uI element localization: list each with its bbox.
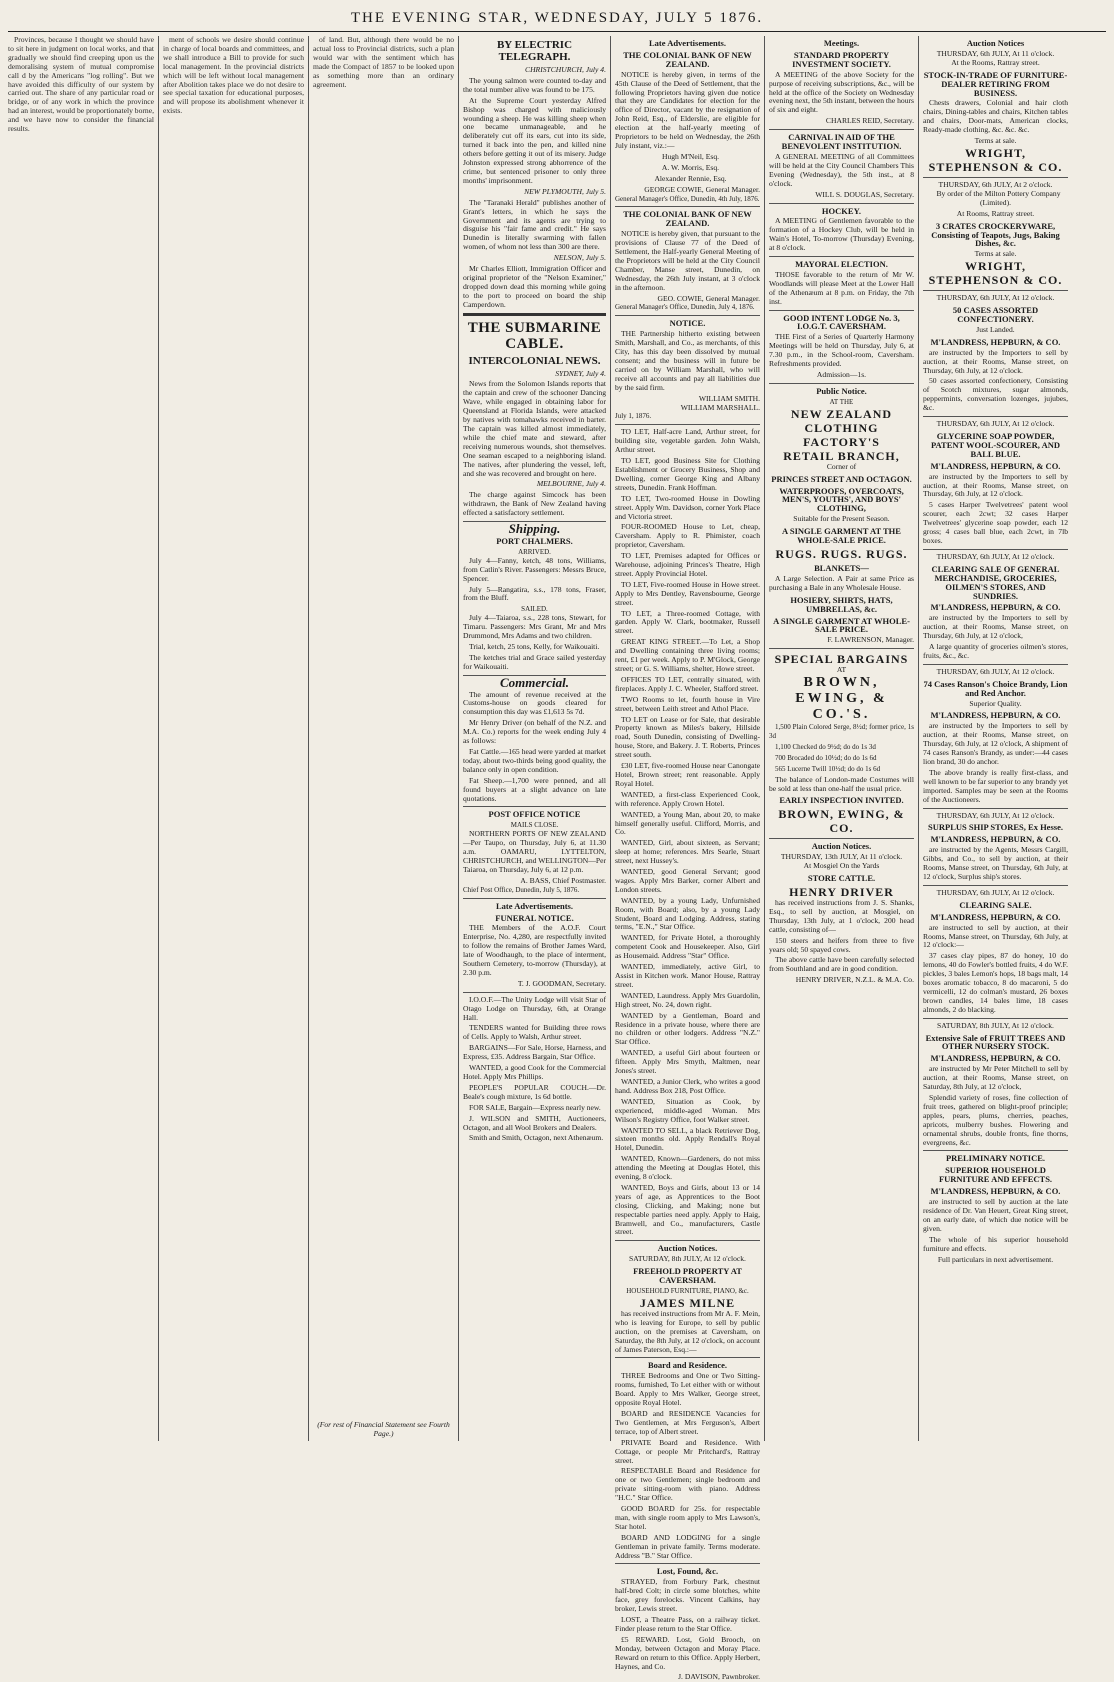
commercial-item: Mr Henry Driver (on behalf of the N.Z. and M.A. Co.) reports for the week ending July 4 as follows: — [463, 718, 606, 746]
divider — [463, 313, 606, 316]
shipping-item: Trial, ketch, 25 tons, Kelly, for Waikouaiti. — [469, 641, 600, 651]
auctioneer-name: M'LANDRESS, HEPBURN, & CO. — [930, 1053, 1061, 1064]
auction-list: 37 cases clay pipes, 87 do honey, 10 do lemons, 40 do Fowler's bottled fruits, 4 do W.F. pickles, 3 bales Lemon's hops, 18 bags malt, 14 boxes aromatic tobacco, 8 do macaroni, 5 do vermicelli, 12 do colman's mustard, 26 boxes brown candles, 14 bales lime, 18 cases almonds, 2 do blacking. — [923, 951, 1068, 1014]
auction-title: 74 Cases Ranson's Choice Brandy, Lion and Red Anchor. — [923, 678, 1068, 698]
shipping-item: July 4—Fanny, ketch, 48 tons, Williams, from Catlin's River. Passengers: Messrs Bruce, Spencer. — [463, 555, 606, 583]
auction-subtitle: HOUSEHOLD FURNITURE, PIANO, &c. — [626, 1287, 749, 1295]
bank-signature: GEORGE COWIE, General Manager. — [644, 184, 760, 194]
divider — [923, 1150, 1068, 1151]
auctioneer-name: WRIGHT, STEPHENSON & CO. — [928, 145, 1063, 174]
news-item: At the Supreme Court yesterday Alfred Bishop was charged with maliciously wounding a sheep. He was killing sheep when one became unmanageable, and he deliberately cut off its ears, cut into its side, turned it back into the pen, and killed nine others before getting it out of its misery. Judge Johnston expressed strong abhorrence of the crime, but sentenced prisoner to only three months' imprisonment. — [463, 95, 606, 185]
divider — [923, 177, 1068, 178]
early-inspection: EARLY INSPECTION INVITED. — [779, 795, 904, 806]
classified-ad: WANTED, a Junior Clerk, who writes a good hand. Address Box 218, Post Office. — [615, 1076, 760, 1095]
classified-ad: WANTED, Boys and Girls, about 13 or 14 years of age, as Apprentices to the Boot closing, Clicking, and Making; none but respectable parties need apply. Apply to Haig, Bramwell, and Co., manufacturers, Castle street. — [615, 1182, 760, 1237]
column-financial-1 — [8, 36, 154, 1441]
balance-text: The balance of London-made Costumes will be sold at less than one-half the usual price. — [769, 774, 914, 793]
auctioneer-name: M'LANDRESS, HEPBURN, & CO. — [930, 336, 1061, 347]
divider — [923, 664, 1068, 665]
shipping-item: July 4—Taiaroa, s.s., 228 tons, Stewart, for Timaru. Passengers: Mrs Grant, Mr and Mrs Drummond, Mrs Adams and two children. — [463, 613, 606, 641]
auctioneer-name: M'LANDRESS, HEPBURN, & CO. — [930, 710, 1061, 721]
classified-ad: TO LET, good Business Site for Clothing Establishment or Grocery Business, Shop and Dwelling, corner George King and Albany streets, Dunedin. Frank Hoffman. — [615, 456, 760, 492]
meeting-title: MAYORAL ELECTION. — [795, 259, 888, 270]
notice-signature: WILLIAM MARSHALL. — [680, 402, 760, 412]
telegraph-heading: BY ELECTRIC TELEGRAPH. — [496, 39, 573, 63]
divider — [923, 808, 1068, 809]
candidate-list — [615, 153, 760, 184]
divider — [769, 648, 914, 649]
post-office-heading: POST OFFICE NOTICE — [488, 809, 581, 820]
classified-ad: I.O.O.F.—The Unity Lodge will visit Star of Otago Lodge on Thursday, 6th, at Orange Hall. — [463, 994, 606, 1022]
meeting-title: CARNIVAL IN AID OF THE BENEVOLENT INSTITUTION. — [781, 132, 902, 152]
commercial-item: The amount of revenue received at the Customs-house on goods cleared for consumption this day was £1,613 5s 7d. — [463, 689, 606, 717]
meeting-text: THOSE favorable to the return of Mr W. Woodlands will please Meet at the Lower Hall of the Athenæum at 8 p.m. on Friday, the 7th inst. — [769, 269, 914, 306]
column-auctions — [918, 36, 1068, 1441]
factory-name: FACTORY'S — [803, 434, 880, 449]
lost-found-ads — [615, 1578, 760, 1671]
classified-ad: WANTED, Girl, about sixteen, as Servant; sleep at home; references. Mrs Searle, Stuart street, next Hussey's. — [615, 838, 760, 866]
news-item: The "Taranaki Herald" publishes another of Grant's letters, in which he says the Government and its agents are trying to disguise his "fair fame and credit." He says Dunedin is literally swarming with fallen women, of whom not less than 300 are there. — [463, 197, 606, 252]
classified-ad: PEOPLE'S POPULAR COUCH.—Dr. Beale's cough mixture, 1s 6d bottle. — [463, 1082, 606, 1101]
classified-ad: TENDERS wanted for Building three rows of Cells. Apply to Walsh, Arthur street. — [463, 1023, 606, 1042]
auction-note: The above brandy is really first-class, and well known to be far superior to any brandy yet imported. Samples may be seen at the Rooms of the Auctioneers. — [923, 767, 1068, 804]
auction-title: 50 CASES ASSORTED CONFECTIONERY. — [952, 305, 1039, 325]
shipping-item: July 5—Rangatira, s.s., 178 tons, Fraser, from the Bluff. — [463, 584, 606, 603]
late-ads-heading: Late Advertisements. — [496, 900, 573, 911]
special-bargains: SPECIAL BARGAINS — [774, 652, 909, 667]
pawnbroker-signature: J. DAVISON, Pawnbroker. — [678, 1672, 760, 1682]
wholesale-line: A SINGLE GARMENT AT WHOLE-SALE PRICE. — [773, 615, 910, 635]
auctioneer-name: HENRY DRIVER — [789, 885, 894, 899]
store-name: BROWN, EWING, & CO.'S. — [795, 675, 888, 723]
auction-date: THURSDAY, 6th JULY, At 12 o'clock. — [936, 666, 1055, 676]
classified-ad: J. WILSON and SMITH, Auctioneers, Octagon, and all Wool Brokers and Dealers. — [463, 1113, 606, 1132]
auction-text: are instructed to sell by auction, at their Rooms, Manse street, on Thursday, 6th July, at 12 o'clock:— — [923, 922, 1068, 950]
auction-list: 50 cases assorted confectionery, Consisting of Scotch mixtures, sugar almonds, peppermints, conversation lozenges, jujubes, &c. — [923, 376, 1068, 413]
mails-close-label: MAILS CLOSE. — [510, 821, 559, 830]
auction-title: GLYCERINE SOAP POWDER, PATENT WOOL-SCOURER, AND BALL BLUE. — [930, 431, 1060, 459]
board-ad: GOOD BOARD for 25s. for respectable man, with single room apply to Mrs Lawson's, Star hotel. — [615, 1504, 760, 1531]
news-item: The charge against Simcock has been withdrawn, the Bank of New Zealand having effected a satisfactory settlement. — [463, 490, 606, 518]
postmaster-signature: A. BASS, Chief Postmaster. — [520, 875, 606, 885]
divider — [615, 1240, 760, 1241]
auction-title: CLEARING SALE. — [959, 899, 1032, 910]
board-ad: RESPECTABLE Board and Residence for one or two Gentlemen; single bedroom and private sitting-room with piano. Address "H.C." Star Office. — [615, 1466, 760, 1503]
auction-title: CLEARING SALE OF GENERAL MERCHANDISE, GROCERIES, OILMEN'S STORES, AND SUNDRIES. — [931, 563, 1060, 601]
auction-list: Chests drawers, Colonial and hair cloth chairs, Dining-tables and chairs, Kitchen tables and chairs, Door-mats, American clocks, Ready-made clothing, &c. &c. &c. — [923, 98, 1068, 135]
bargain-item: 1,500 Plain Colored Serge, 8½d; former price, 1s 3d — [769, 723, 914, 741]
divider — [615, 424, 760, 425]
funeral-heading: FUNERAL NOTICE. — [495, 912, 574, 923]
bargain-item: 565 Lucerne Twill 10½d; do do 1s 6d — [775, 764, 881, 773]
column-financial-2 — [158, 36, 304, 1441]
auction-place: At the Rooms, Rattray street. — [951, 57, 1040, 67]
meeting-title: GOOD INTENT LODGE No. 3, I.O.G.T. CAVERSHAM. — [783, 312, 900, 332]
auction-title: STORE CATTLE. — [807, 873, 876, 884]
auctioneer-name: M'LANDRESS, HEPBURN, & CO. — [930, 460, 1061, 471]
divider — [769, 256, 914, 257]
hosiery-line: HOSIERY, SHIRTS, HATS, UMBRELLAS, &c. — [790, 594, 893, 614]
divider — [769, 383, 914, 384]
dateline: CHRISTCHURCH, July 4. — [525, 65, 606, 74]
classified-ad: TO LET, Half-acre Land, Arthur street, for building site, vegetable garden. John Walsh, Arthur street. — [615, 427, 760, 455]
auction-note: The above cattle have been carefully selected from Southland and are in good condition. — [769, 955, 914, 974]
auction-text: has received instructions from Mr A. F. Mein, who is leaving for Europe, to sell by public auction, on the premises at Caversham, on Saturday, the 8th July, at 12 o'clock, on account of James Paterson, Esq.:— — [615, 1308, 761, 1354]
divider — [615, 1563, 760, 1564]
street-address: PRINCES STREET AND OCTAGON. — [771, 473, 912, 484]
commercial-item: Fat Cattle.—165 head were yarded at market today, about two-thirds being good quality, the balance only in open condition. — [463, 747, 606, 774]
blankets-line: BLANKETS— — [814, 562, 869, 573]
auctioneer-name: WRIGHT, STEPHENSON & CO. — [928, 259, 1063, 288]
bank-office: General Manager's Office, Dunedin, 4th July, 1876. — [615, 194, 760, 203]
cable-heading: THE SUBMARINE CABLE. — [467, 319, 602, 352]
auction-note: The whole of his superior household furniture and effects. — [923, 1234, 1068, 1253]
notice-signature: WILLIAM SMITH. — [698, 393, 760, 403]
auction-title: SURPLUS SHIP STORES, Ex Hesse. — [928, 822, 1063, 833]
article-text: ment of schools we desire should continue in charge of local boards and committees, and we shall introduce a Bill to provide for such local management. In the provincial districts which will be left without local management after Abolition takes place we do not desire to see special taxation for educational purposes, and will propose its abolishment whenever it exists. — [163, 35, 304, 116]
classified-ad: £30 LET, five-roomed House near Canongate Hotel, Brown street; rent reasonable. Apply Royal Hotel. — [615, 761, 760, 788]
classified-ad: FOUR-ROOMED House to Let, cheap, Caversham. Apply to R. Phimister, coach proprietor, Caversham. — [615, 522, 760, 550]
divider — [615, 315, 760, 316]
shipping-subheading: PORT CHALMERS. — [496, 535, 573, 546]
classified-ad: WANTED, Known—Gardeners, do not miss attending the Meeting at Douglas Hotel, this evening, 8 o'clock. — [615, 1154, 760, 1182]
news-item: Mr Charles Elliott, Immigration Officer and original proprietor of the "Nelson Examiner," dropped down dead this morning while going to the port to proceed on board the ship Camperdown. — [463, 264, 606, 309]
classified-ad: TWO Rooms to let, fourth house in Vire street, between Leith street and Athol Place. — [615, 694, 760, 713]
classified-ad: WANTED, a Young Man, about 20, to make himself generally useful. Clifford, Morris, and Co. — [615, 809, 760, 837]
classified-ad: BARGAINS—For Sale, Horse, Harness, and Express, £35. Address Bargain, Star Office. — [463, 1043, 606, 1062]
lost-found-ad: £5 REWARD. Lost, Gold Brooch, on Monday, between Octagon and Moray Place. Reward on return to this Office. Apply Herbert, Haynes, and Co. — [615, 1634, 760, 1671]
classified-ad: WANTED, Laundress. Apply Mrs Guardolin, High street, No. 24, down right. — [615, 990, 760, 1009]
divider — [769, 203, 914, 204]
divider — [769, 129, 914, 130]
clothing-line: WATERPROOFS, OVERCOATS, MEN'S, YOUTHS', AND BOYS' CLOTHING, — [779, 485, 904, 514]
classified-ad: GREAT KING STREET.—To Let, a Shop and Dwelling containing three living rooms; rent, £1 per week. Apply to P. M'Glock, George street; or G. S. Williams, shelter, Howe street. — [615, 637, 760, 673]
at-the: AT THE — [829, 397, 854, 406]
auctioneer-name: M'LANDRESS, HEPBURN, & CO. — [930, 602, 1061, 613]
divider — [463, 992, 606, 993]
auction-date: THURSDAY, 6th JULY, At 12 o'clock. — [936, 887, 1055, 897]
lost-found-heading: Lost, Found, &c. — [656, 1566, 719, 1577]
dateline: MELBOURNE, July 4. — [536, 479, 606, 489]
masthead: THE EVENING STAR, WEDNESDAY, JULY 5 1876. — [8, 6, 1106, 32]
classified-ad: TO LET on Lease or for Sale, that desirable Property known as Miles's bakery, Hillside road, South Dunedin, consisting of Dwelling-house, Store, and Bakery. J. T. Roberts, Princes street south. — [615, 714, 760, 760]
meeting-title: STANDARD PROPERTY INVESTMENT SOCIETY. — [792, 49, 891, 69]
commercial-item: Fat Sheep.—1,700 were penned, and all found buyers at a slight advance on late quotations. — [463, 775, 606, 803]
auction-heading: Auction Notices — [966, 38, 1025, 48]
auction-date: THURSDAY, 6th JULY, At 2 o'clock. — [938, 179, 1053, 189]
auction-text: are instructed by the Importers to sell by auction, at their Rooms, Manse street, on Thursday, 6th July, at 12 o'clock, A shipment of 74 cases Ranson's Brandy, as under:—44 cases lion brand, 30 do anchor. — [923, 721, 1068, 766]
classified-ad: TO LET, Two-roomed House in Dowling street. Apply Wm. Davidson, corner York Place and Victoria street. — [615, 493, 760, 521]
auctioneer-name: JAMES MILNE — [639, 1295, 736, 1310]
classified-ad: WANTED, a useful Girl about fourteen or fifteen. Apply Mrs Smyth, Maltmen, near Jones's street. — [615, 1048, 760, 1076]
classified-ad: WANTED, good General Servant; good wages. Apply Mrs Barker, corner Albert and London streets. — [615, 867, 760, 894]
shipping-item: The ketches trial and Grace sailed yesterday for Waikouaiti. — [463, 652, 606, 671]
classified-ad: WANTED by a Gentleman, Board and Residence in a private house, where there are no children or other lodgers. Address "N.Z." Star Office. — [615, 1010, 760, 1047]
divider — [923, 885, 1068, 886]
candidate-name: Hugh M'Neil, Esq. — [661, 151, 720, 161]
shipping-heading: Shipping. — [508, 521, 561, 537]
meeting-title: HOCKEY. — [821, 205, 862, 216]
divider — [769, 838, 914, 839]
auctioneer-name: M'LANDRESS, HEPBURN, & CO. — [930, 834, 1061, 845]
candidate-name: A. W. Morris, Esq. — [661, 162, 720, 172]
corner-label: Corner of — [826, 461, 857, 471]
meeting-text: A GENERAL MEETING of all Committees will be held at the City Council Chambers This Evening (Wednesday), the 5th inst., at 8 o'clock. — [769, 151, 914, 188]
auction-text: By order of the Milton Pottery Company (Limited). — [936, 188, 1061, 207]
meeting-signature: WILL S. DOUGLAS, Secretary. — [815, 189, 914, 199]
auction-heading: Auction Notices. — [657, 1243, 718, 1254]
meetings-heading: Meetings. — [823, 38, 860, 48]
meeting-signature: CHARLES REID, Secretary. — [825, 116, 914, 126]
terms: Terms at sale. — [974, 136, 1017, 146]
bargain-item: 700 Brocaded do 10½d; do do 1s 6d — [775, 753, 877, 762]
post-office-text: NORTHERN PORTS OF NEW ZEALAND—Per Taupo, on Thursday, July 6, at 11.30 a.m. OAMARU, LYTTELTON, CHRISTCHURCH, and WELLINGTON—Per Taiaroa, on Thursday, July 6, at 12 p.m. — [463, 829, 606, 874]
column-meetings — [764, 36, 914, 1441]
auction-list: Splendid variety of roses, fine collection of fruit trees, gathered on blight-proof principle; apples, pears, plums, cherries, peaches, apricots, mulberry bushes. Flowering and ornamental shrubs, double fronts, fine thorns, evergreens, &c. — [923, 1093, 1068, 1147]
classified-ad: TO LET, Five-roomed House in Howe street. Apply to Mrs Dentley, Ravensbourne, George street. — [615, 579, 760, 607]
article-text: of land. But, although there would be no actual loss to Provincial districts, such a plan would war with the sentiment which has made the Compact of 1857 to be looked upon as something more than an ordinary agreement. — [313, 35, 454, 89]
bank-notice-heading: THE COLONIAL BANK OF NEW ZEALAND. — [623, 209, 752, 229]
column-financial-3 — [308, 36, 454, 1441]
funeral-signature: T. J. GOODMAN, Secretary. — [517, 978, 606, 988]
auctioneer-signature: HENRY DRIVER, N.Z.L. & M.A. Co. — [795, 975, 914, 985]
auction-title: 3 CRATES CROCKERYWARE, Consisting of Teapots, Jugs, Baking Dishes, &c. — [931, 220, 1060, 249]
board-ads — [615, 1372, 760, 1560]
auction-date: SATURDAY, 8th JULY, At 12 o'clock. — [629, 1254, 746, 1264]
column-news — [458, 36, 606, 1441]
candidate-name: Alexander Rennie, Esq. — [654, 173, 727, 183]
classified-ad: TO LET, a Three-roomed Cottage, with garden. Apply W. Clark, bootmaker, Russell street. — [615, 608, 760, 636]
notice-text: THE Partnership hitherto existing between Smith, Marshall, and Co., as merchants, of this City, has this day been dissolved by mutual consent; and the business will in future be carried on by William Marshall, who will receive all accounts and pay all liabilities due by the said firm. — [615, 329, 760, 392]
factory-branch: RETAIL BRANCH, — [783, 448, 900, 463]
classified-ad: TO LET, Premises adapted for Offices or Warehouse, adjoining Princes's Theatre, High street. Apply Provincial Hotel. — [615, 551, 760, 578]
meeting-text: A MEETING of the above Society for the purpose of receiving subscriptions, &c., will be held at the office of the Society on Wednesday evening next, the 5th instant, between the hours of six and eight. — [769, 69, 914, 115]
column-advertisements — [610, 36, 761, 1682]
auctioneer-name: M'LANDRESS, HEPBURN, & CO. — [930, 1186, 1061, 1197]
classified-ad: WANTED, immediately, active Girl, to Assist in Kitchen work. Manor House, Rattray street. — [615, 962, 760, 989]
news-item: News from the Solomon Islands reports that the captain and crew of the schooner Dancing Wave, while engaged in obtaining labor for Queensland at Florida Islands, were attacked by natives with tomahawks received in barter. The captain was killed almost immediately, while the chief mate and steward, after receiving numerous wounds, shot themselves. One seaman escaped to a neighboring island. The natives, after plundering the vessel, left, and she was recovered and brought on here. — [463, 379, 606, 478]
auction-date: SATURDAY, 8th JULY, At 12 o'clock. — [937, 1020, 1054, 1030]
auction-title: Extensive Sale of FRUIT TREES AND OTHER NURSERY STOCK. — [925, 1032, 1066, 1052]
bank-notice-text: NOTICE is hereby given, that pursuant to the provisions of Clause 77 of the Deed of Settlement, the Half-yearly General Meeting of the Proprietors will be held at the City Council Chamber, Manse street, Dunedin, on Wednesday, the 26th July instant, at 3 o'clock in the afternoon. — [615, 229, 760, 292]
auction-list: A large quantity of groceries oilmen's stores, fruits, &c., &c. — [923, 642, 1068, 660]
manager-signature: F. LAWRENSON, Manager. — [827, 635, 914, 645]
store-name: BROWN, EWING, & CO. — [778, 807, 905, 836]
auction-list: 5 cases Harper Twelvetrees' patent wool scourer, each 2cwt; 32 cases Harper Twelvetrees' glycerine soap powder, each 12 gross; 4 cases ball blue, each 2cwt, in 7lb boxes. — [923, 500, 1068, 545]
preliminary-notice: PRELIMINARY NOTICE. — [945, 1153, 1046, 1164]
board-ad: THREE Bedrooms and One or Two Sitting-rooms, furnished, To Let either with or without Board. Apply to Mrs Walker, George street, opposite Royal Hotel. — [615, 1371, 760, 1408]
admission: Admission—1s. — [816, 370, 867, 379]
classified-ad: WANTED, a first-class Experienced Cook, with reference. Apply Crown Hotel. — [615, 789, 760, 808]
auction-text: are instructed by the Importers to sell by auction, at their Rooms, Manse street, on Thursday, 6th July, at 12 o'clock. — [923, 471, 1068, 499]
factory-name: NEW ZEALAND CLOTHING — [790, 406, 893, 435]
notice-date: July 1, 1876. — [615, 412, 652, 421]
classified-ad: Smith and Smith, Octagon, next Athenæum. — [469, 1133, 604, 1143]
auction-subtitle: Superior Quality. — [969, 698, 1022, 708]
post-office-date: Chief Post Office, Dunedin, July 5, 1876. — [463, 885, 580, 894]
wholesale-line: A SINGLE GARMENT AT THE WHOLE-SALE PRICE. — [782, 526, 901, 546]
classified-ad: OFFICES TO LET, centrally situated, with fireplaces. Apply J. C. Wheeler, Stafford street. — [615, 674, 760, 693]
auctioneer-name: M'LANDRESS, HEPBURN, & CO. — [930, 911, 1061, 922]
auction-list: 150 steers and heifers from three to five years old; 50 spayed cows. — [769, 935, 914, 954]
bank-office: General Manager's Office, Dunedin, July 4, 1876. — [615, 303, 755, 312]
classified-ad: WANTED, by a young Lady, Unfurnished Room, with Board; also, by a young Lady Student, Board and Lodging. Address, stating terms, "E.N.," Star Office. — [615, 895, 760, 932]
auction-date: THURSDAY, 6th JULY, At 12 o'clock. — [936, 810, 1055, 820]
rugs-line: RUGS. RUGS. RUGS. — [775, 546, 908, 561]
divider — [463, 898, 606, 899]
auction-date: THURSDAY, 13th JULY, At 11 o'clock. — [780, 852, 903, 862]
auction-text: are instructed by Mr Peter Mitchell to sell by auction, at their Rooms, Manse street, on Saturday, 8th July, at 12 o'clock, — [923, 1064, 1068, 1092]
dateline: NELSON, July 5. — [553, 253, 606, 263]
suitable-line: Suitable for the Present Season. — [793, 514, 890, 524]
bank-signature: GEO. COWIE, General Manager. — [657, 293, 760, 303]
auction-text: are instructed to sell by auction at the late residence of Dr. Van Heuert, Great King street, on an early date, of which due notice will be given. — [923, 1197, 1068, 1233]
auction-date: THURSDAY, 6th JULY, At 12 o'clock. — [936, 551, 1055, 561]
board-ad: BOARD and RESIDENCE Vacancies for Two Gentlemen, at Mrs Ferguson's, Albert terrace, top of Albert street. — [615, 1408, 760, 1436]
lost-found-ad: LOST, a Theatre Pass, on a railway ticket. Finder please return to the Star Office. — [615, 1615, 760, 1633]
divider — [923, 1018, 1068, 1019]
auction-title: SUPERIOR HOUSEHOLD FURNITURE AND EFFECTS. — [938, 1165, 1053, 1185]
divider — [615, 206, 760, 207]
auction-text: are instructed by the Importers to sell by auction, at their Rooms, Manse street, on Thursday, 6th July, at 12 o'clock. — [923, 347, 1068, 375]
divider — [463, 806, 606, 807]
bargain-item: 1,100 Checked do 9½d; do do 1s 3d — [775, 742, 876, 751]
terms: Terms at sale. — [974, 249, 1017, 259]
auction-subtitle: Just Landed. — [976, 324, 1015, 334]
at-label: AT — [836, 665, 847, 675]
commercial-heading: Commercial. — [500, 674, 569, 690]
cable-subheading: INTERCOLONIAL NEWS. — [468, 354, 601, 367]
classified-ad: WANTED TO SELL, a black Retriever Dog, sixteen months old. Apply Rendall's Royal Hotel, Dunedin. — [615, 1125, 760, 1153]
board-ad: PRIVATE Board and Residence. With Cottage, or people Mr Pritchard's, Rattray street. — [615, 1437, 760, 1465]
auction-heading: Auction Notices. — [811, 841, 872, 852]
divider — [615, 1357, 760, 1358]
auction-date: THURSDAY, 6th JULY, At 12 o'clock. — [936, 293, 1055, 303]
meeting-text: A MEETING of Gentlemen favorable to the formation of a Hockey Club, will be held in Wain's Hotel, To-morrow (Thursday) Evening, at 8 o'clock. — [769, 216, 914, 253]
classified-ad: WANTED, for Private Hotel, a thoroughly competent Cook and Housekeeper. Also, Girl as Housemaid. Address "Star" Office. — [615, 933, 760, 961]
divider — [923, 290, 1068, 291]
classified-ads — [615, 428, 760, 1237]
dateline: NEW PLYMOUTH, July 5. — [524, 186, 606, 196]
auction-text: has received instructions from J. S. Shanks, Esq., to sell by auction, at Mosgiel, on Thursday, 13th July, at 1 o'clock, 200 head cattle, consisting of— — [769, 898, 914, 934]
lost-found-ad: STRAYED, from Forbury Park, chestnut half-bred Colt; in circle some blotches, white face, grey forelocks. Vincent Calkins, hay broker, Lewis street. — [615, 1577, 760, 1614]
auction-title: FREEHOLD PROPERTY AT CAVERSHAM. — [633, 1266, 742, 1286]
funeral-text: THE Members of the A.O.F. Court Enterprise, No. 4,280, are respectfully invited to follow the remains of Brother James Ward, late of Woodhaugh, to the place of interment, Southern Cemetery, to-morrow (Thursday), at 2.30 p.m. — [463, 923, 606, 977]
bank-notice-heading: THE COLONIAL BANK OF NEW ZEALAND. — [623, 49, 752, 69]
bank-notice-text: NOTICE is hereby given, in terms of the 45th Clause of the Deed of Settlement, that the following Proprietors having given due notice that they are Candidates for election for the office of Director, vacant by the resignation of John Reid, Esq., of Elderslie, are eligible for election at the half-yearly meeting of Proprietors to be held on Wednesday, the 26th July instant, viz.:— — [615, 69, 760, 150]
auction-date: THURSDAY, 6th JULY, At 12 o'clock. — [936, 419, 1055, 429]
continuation-note: (For rest of Financial Statement see Fourth Page.) — [317, 1420, 450, 1439]
divider — [769, 310, 914, 311]
auction-place: At Mosgiel On the Yards — [803, 861, 880, 871]
board-heading: Board and Residence. — [647, 1360, 728, 1371]
auction-date: THURSDAY, 6th JULY, At 11 o'clock. — [936, 48, 1055, 58]
dateline: SYDNEY, July 4. — [555, 368, 606, 378]
board-ad: BOARD AND LODGING for a single Gentleman in private family. Terms moderate. Address "B." Star Office. — [615, 1532, 760, 1560]
article-text: Provinces, because I thought we should have to sit here in judgment on local works, and that gradually we should find creeping upon us the demoralising system of mutual compromise call d by the Americans "log rolling". But we have avoided this difficulty of our system by carried out. The share of any particular road or bridge, or of any work in which the province had an interest, would be proportionately borne, and we have now to consider the financial results. — [8, 35, 154, 134]
public-notice-heading: Public Notice. — [816, 385, 867, 396]
auction-place: At Rooms, Rattray street. — [956, 208, 1035, 218]
meeting-text: THE First of a Series of Quarterly Harmony Meetings will be held on Thursday, July 6, at 7.30 p.m., in the School-room, Caversham. Refreshments provided. — [769, 332, 914, 369]
classified-ad: WANTED, Situation as Cook, by experienced, middle-aged Woman. Mrs Wilson's Registry Office, foot Walker street. — [615, 1096, 760, 1124]
classified-ad: WANTED, a good Cook for the Commercial Hotel. Apply Mrs Phillips. — [463, 1063, 606, 1081]
arrived-label: ARRIVED. — [518, 547, 551, 556]
divider — [923, 416, 1068, 417]
late-ads-heading: Late Advertisements. — [649, 38, 726, 48]
full-particulars: Full particulars in next advertisement. — [937, 1254, 1054, 1264]
notice-heading: NOTICE. — [669, 318, 706, 329]
auction-title: STOCK-IN-TRADE OF FURNITURE-DEALER RETIRING FROM BUSINESS. — [923, 69, 1068, 98]
sailed-label: SAILED. — [521, 605, 548, 614]
auction-text: are instructed by the Importers to sell by auction, at their Rooms, Manse street, on Thursday, 6th July, at 12 o'clock, — [923, 613, 1068, 641]
auction-text: are instructed by the Agents, Messrs Cargill, Gibbs, and Co., to sell by auction, at their Rooms, Manse street, on Thursday, 6th July, at 12 o'clock, Surplus ship's stores. — [923, 845, 1068, 881]
bargain-list — [769, 723, 914, 774]
classified-ad: FOR SALE, Bargain—Express nearly new. — [469, 1102, 601, 1112]
news-item: The young salmon were counted to-day and the total number alive was found to be 175. — [463, 75, 606, 94]
selection-text: A Large Selection. A Pair at same Price as purchasing a Bale in any Wholesale House. — [769, 573, 914, 592]
divider — [923, 549, 1068, 550]
